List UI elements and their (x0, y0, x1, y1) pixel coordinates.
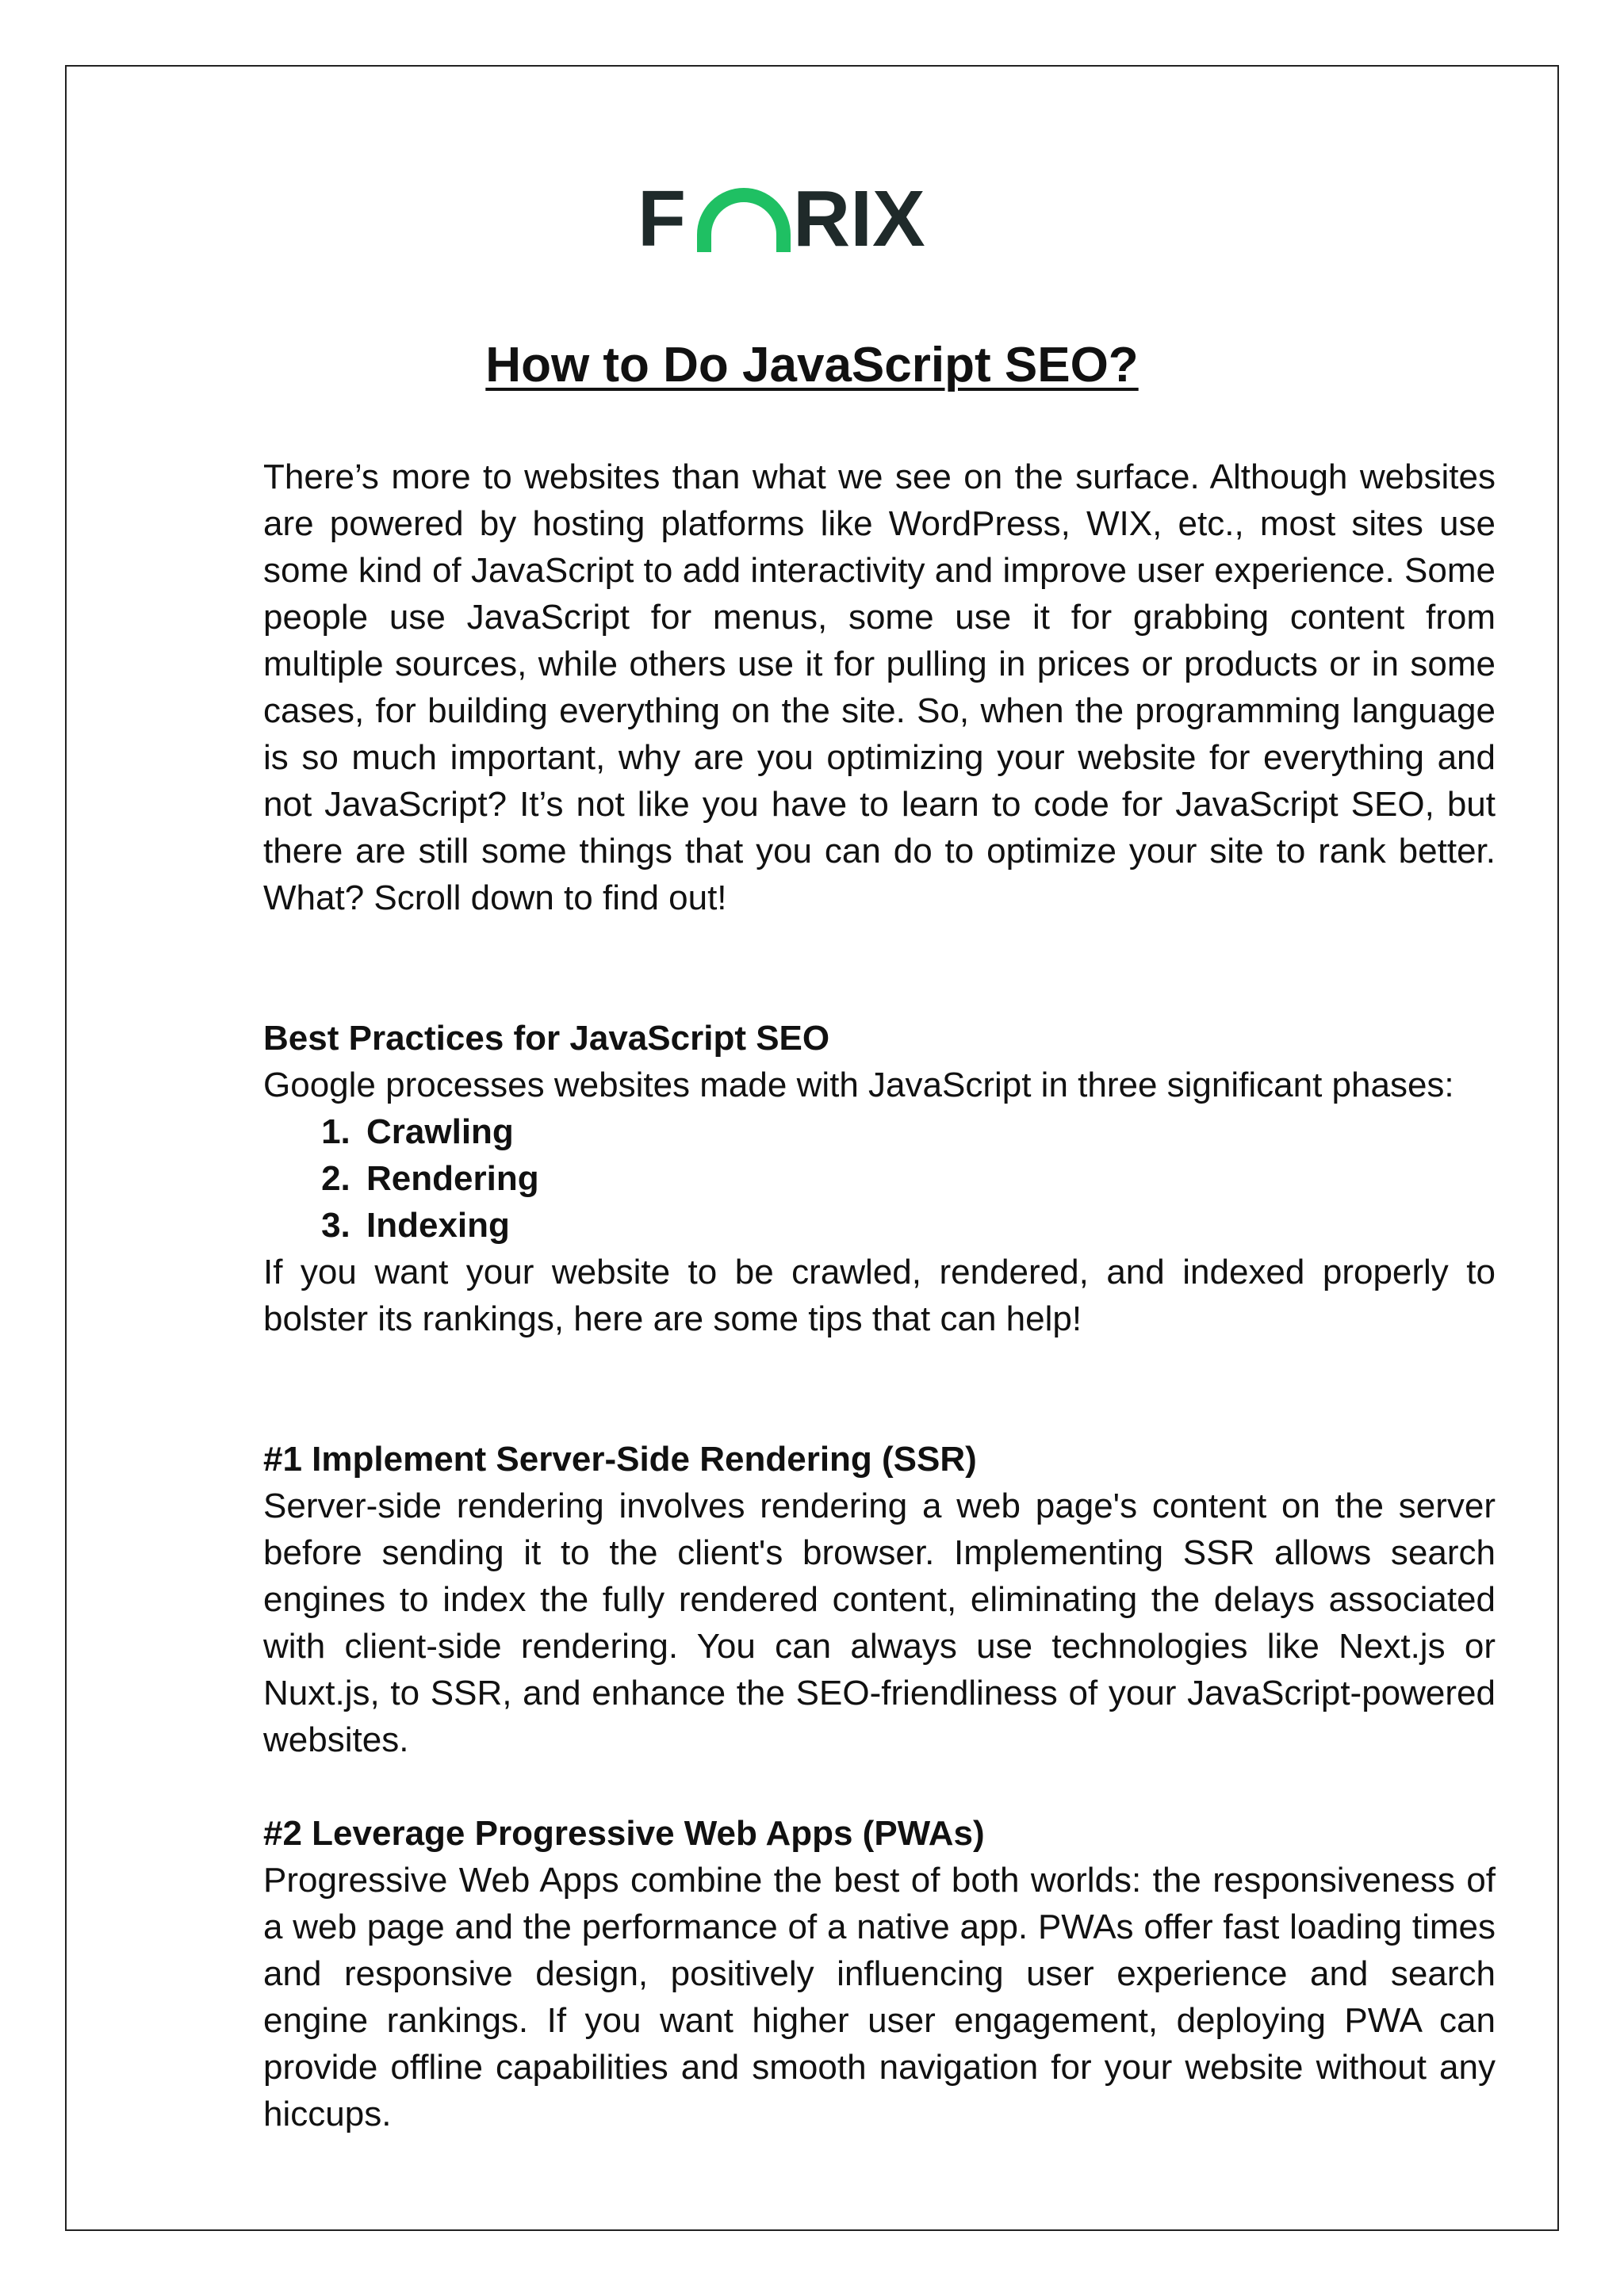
section-body-ssr: Server-side rendering involves rendering a web page's content on the server before sending it to the client's browser. Implementing SSR allows search engines to index the fully rendered content, eliminating the delays associated with client-side rendering. You can always use technologies like Next.js or Nuxt.js, to SSR, and enhance the SEO-friendliness of your JavaScript-powered websites. (263, 1487, 1496, 1759)
list-item: 1. Crawling (360, 1108, 1496, 1155)
section-body-pwa: Progressive Web Apps combine the best of both worlds: the responsiveness of a web page and the performance of a native app. PWAs offer fast loading times and responsive design, positively influencing user experience and search engine rankings. If you want higher user engagement, deploying PWA can provide offline capabilities and smooth navigation for your website without any hiccups. (263, 1861, 1496, 2133)
list-item: 3. Indexing (360, 1202, 1496, 1249)
page-title: How to Do JavaScript SEO? (485, 338, 1139, 392)
spacer (263, 1342, 1496, 1436)
best-practices-lead: Google processes websites made with JavaScript in three significant phases: (263, 1066, 1454, 1104)
spacer (263, 921, 1496, 1015)
forix-logo (67, 178, 1557, 257)
forix-logo-mark (638, 178, 986, 257)
article-body (263, 453, 1496, 2137)
best-practices-outro: If you want your website to be crawled, rendered, and indexed properly to bolster its rankings, here are some tips that can help! (263, 1253, 1496, 1338)
page-frame (65, 65, 1559, 2231)
list-item: 2. Rendering (360, 1155, 1496, 1202)
logo-letter-f: F (638, 178, 687, 257)
logo-arch-icon (704, 195, 783, 252)
logo-letters-rix: RIX (793, 178, 925, 257)
best-practices-heading: Best Practices for JavaScript SEO (263, 1019, 830, 1058)
intro-paragraph: There’s more to websites than what we see on the surface. Although websites are powered by hosting platforms like WordPress, WIX, etc., most sites use some kind of JavaScript to add interactivity and improve user experience. Some people use JavaScript for menus, some use it for grabbing content from multiple sources, while others use it for pulling in prices or products or in some cases, for building everything on the site. So, when the programming language is so much important, why are you optimizing your website for everything and not JavaScript? It’s not like you have to learn to code for JavaScript SEO, but there are still some things that you can do to optimize your site to rank better. What? Scroll down to find out! (263, 457, 1496, 917)
spacer (263, 1763, 1496, 1810)
phases-list (263, 1108, 1496, 1249)
section-heading-ssr: #1 Implement Server-Side Rendering (SSR) (263, 1440, 977, 1479)
section-heading-pwa: #2 Leverage Progressive Web Apps (PWAs) (263, 1814, 985, 1853)
